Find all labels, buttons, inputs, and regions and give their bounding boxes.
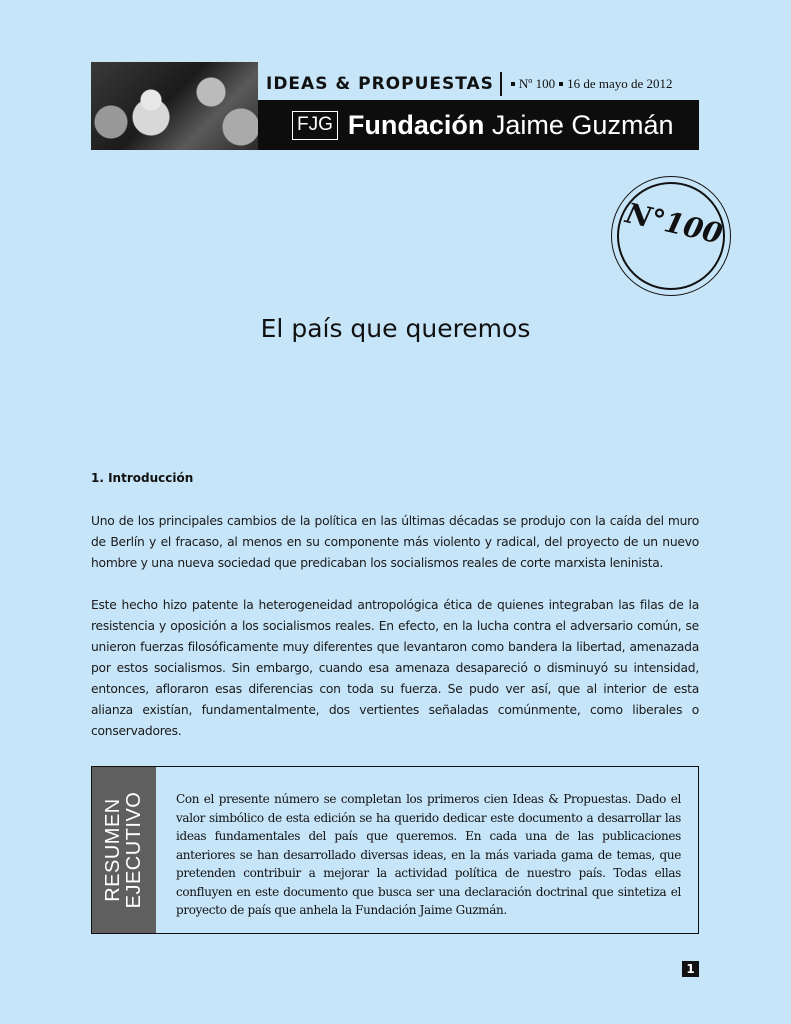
issue-number: Nº 100 <box>518 76 556 91</box>
bullet-icon <box>511 82 515 86</box>
issue-date: 16 de mayo de 2012 <box>567 76 673 91</box>
masthead <box>91 62 699 150</box>
foundation-name <box>348 110 674 141</box>
bullet-icon <box>559 82 563 86</box>
summary-sidebar <box>92 767 156 933</box>
paragraph-2: Este hecho hizo patente la heterogeneidad antropológica ética de quienes integraban las filas de la resistencia y oposición a los socialismos reales. En efecto, en la lucha contra el adversario común, se unieron fuerzas filosóficamente muy diferentes que levantaron como bandera la libertad, amenazada por estos socialismos. Sin embargo, cuando esa amenaza desapareció o disminuyó su intensidad, entonces, afloraron esas diferencias con toda su fuerza. Se pudo ver así, que al interior de esta alianza existían, fundamentalmente, dos vertientes señaladas comúnmente, como liberales o conservadores. <box>91 598 699 738</box>
stamp-text: N°100 <box>622 196 726 251</box>
foundation-name-rest: Jaime Guzmán <box>491 109 674 140</box>
issue-stamp <box>611 176 731 296</box>
foundation-name-bold: Fundación <box>347 109 485 140</box>
header-photo <box>91 62 258 150</box>
summary-text: Con el presente número se completan los primeros cien Ideas & Propuestas. Dado el valor simbólico de esta edición se ha querido dedicar este documento a desarrollar las ideas fundamentales del país que queremos. En cada una de las publicaciones anteriores se han desarrollado diversas ideas, en la más variada gama de temas, que pretenden contribuir a mejorar la actividad política de nuestro país. Todas ellas confluyen en este documento que busca ser una declaración doctrinal que sintetiza el proyecto de país que anhela la Fundación Jaime Guzmán. <box>176 792 681 917</box>
summary-label <box>103 792 145 909</box>
document-title: El país que queremos <box>260 314 531 343</box>
fjg-logo: FJG <box>292 111 338 140</box>
paragraph-1: Uno de los principales cambios de la política en las últimas décadas se produjo con la caída del muro de Berlín y el fracaso, al menos en su componente más violento y radical, del proyecto de un nuevo hombre y una nueva sociedad que predicaban los socialismos reales de corte marxista leninista. <box>91 514 699 570</box>
section-heading: 1. Introducción <box>91 471 194 485</box>
foundation-bar <box>258 100 699 150</box>
series-title: IDEAS & PROPUESTAS <box>266 74 494 94</box>
summary-label-line2: EJECUTIVO <box>123 791 145 909</box>
series-line <box>266 72 673 96</box>
page-number: 1 <box>682 961 699 977</box>
executive-summary-box <box>91 766 699 934</box>
summary-label-line1: RESUMEN <box>102 798 124 902</box>
series-divider <box>500 72 502 96</box>
